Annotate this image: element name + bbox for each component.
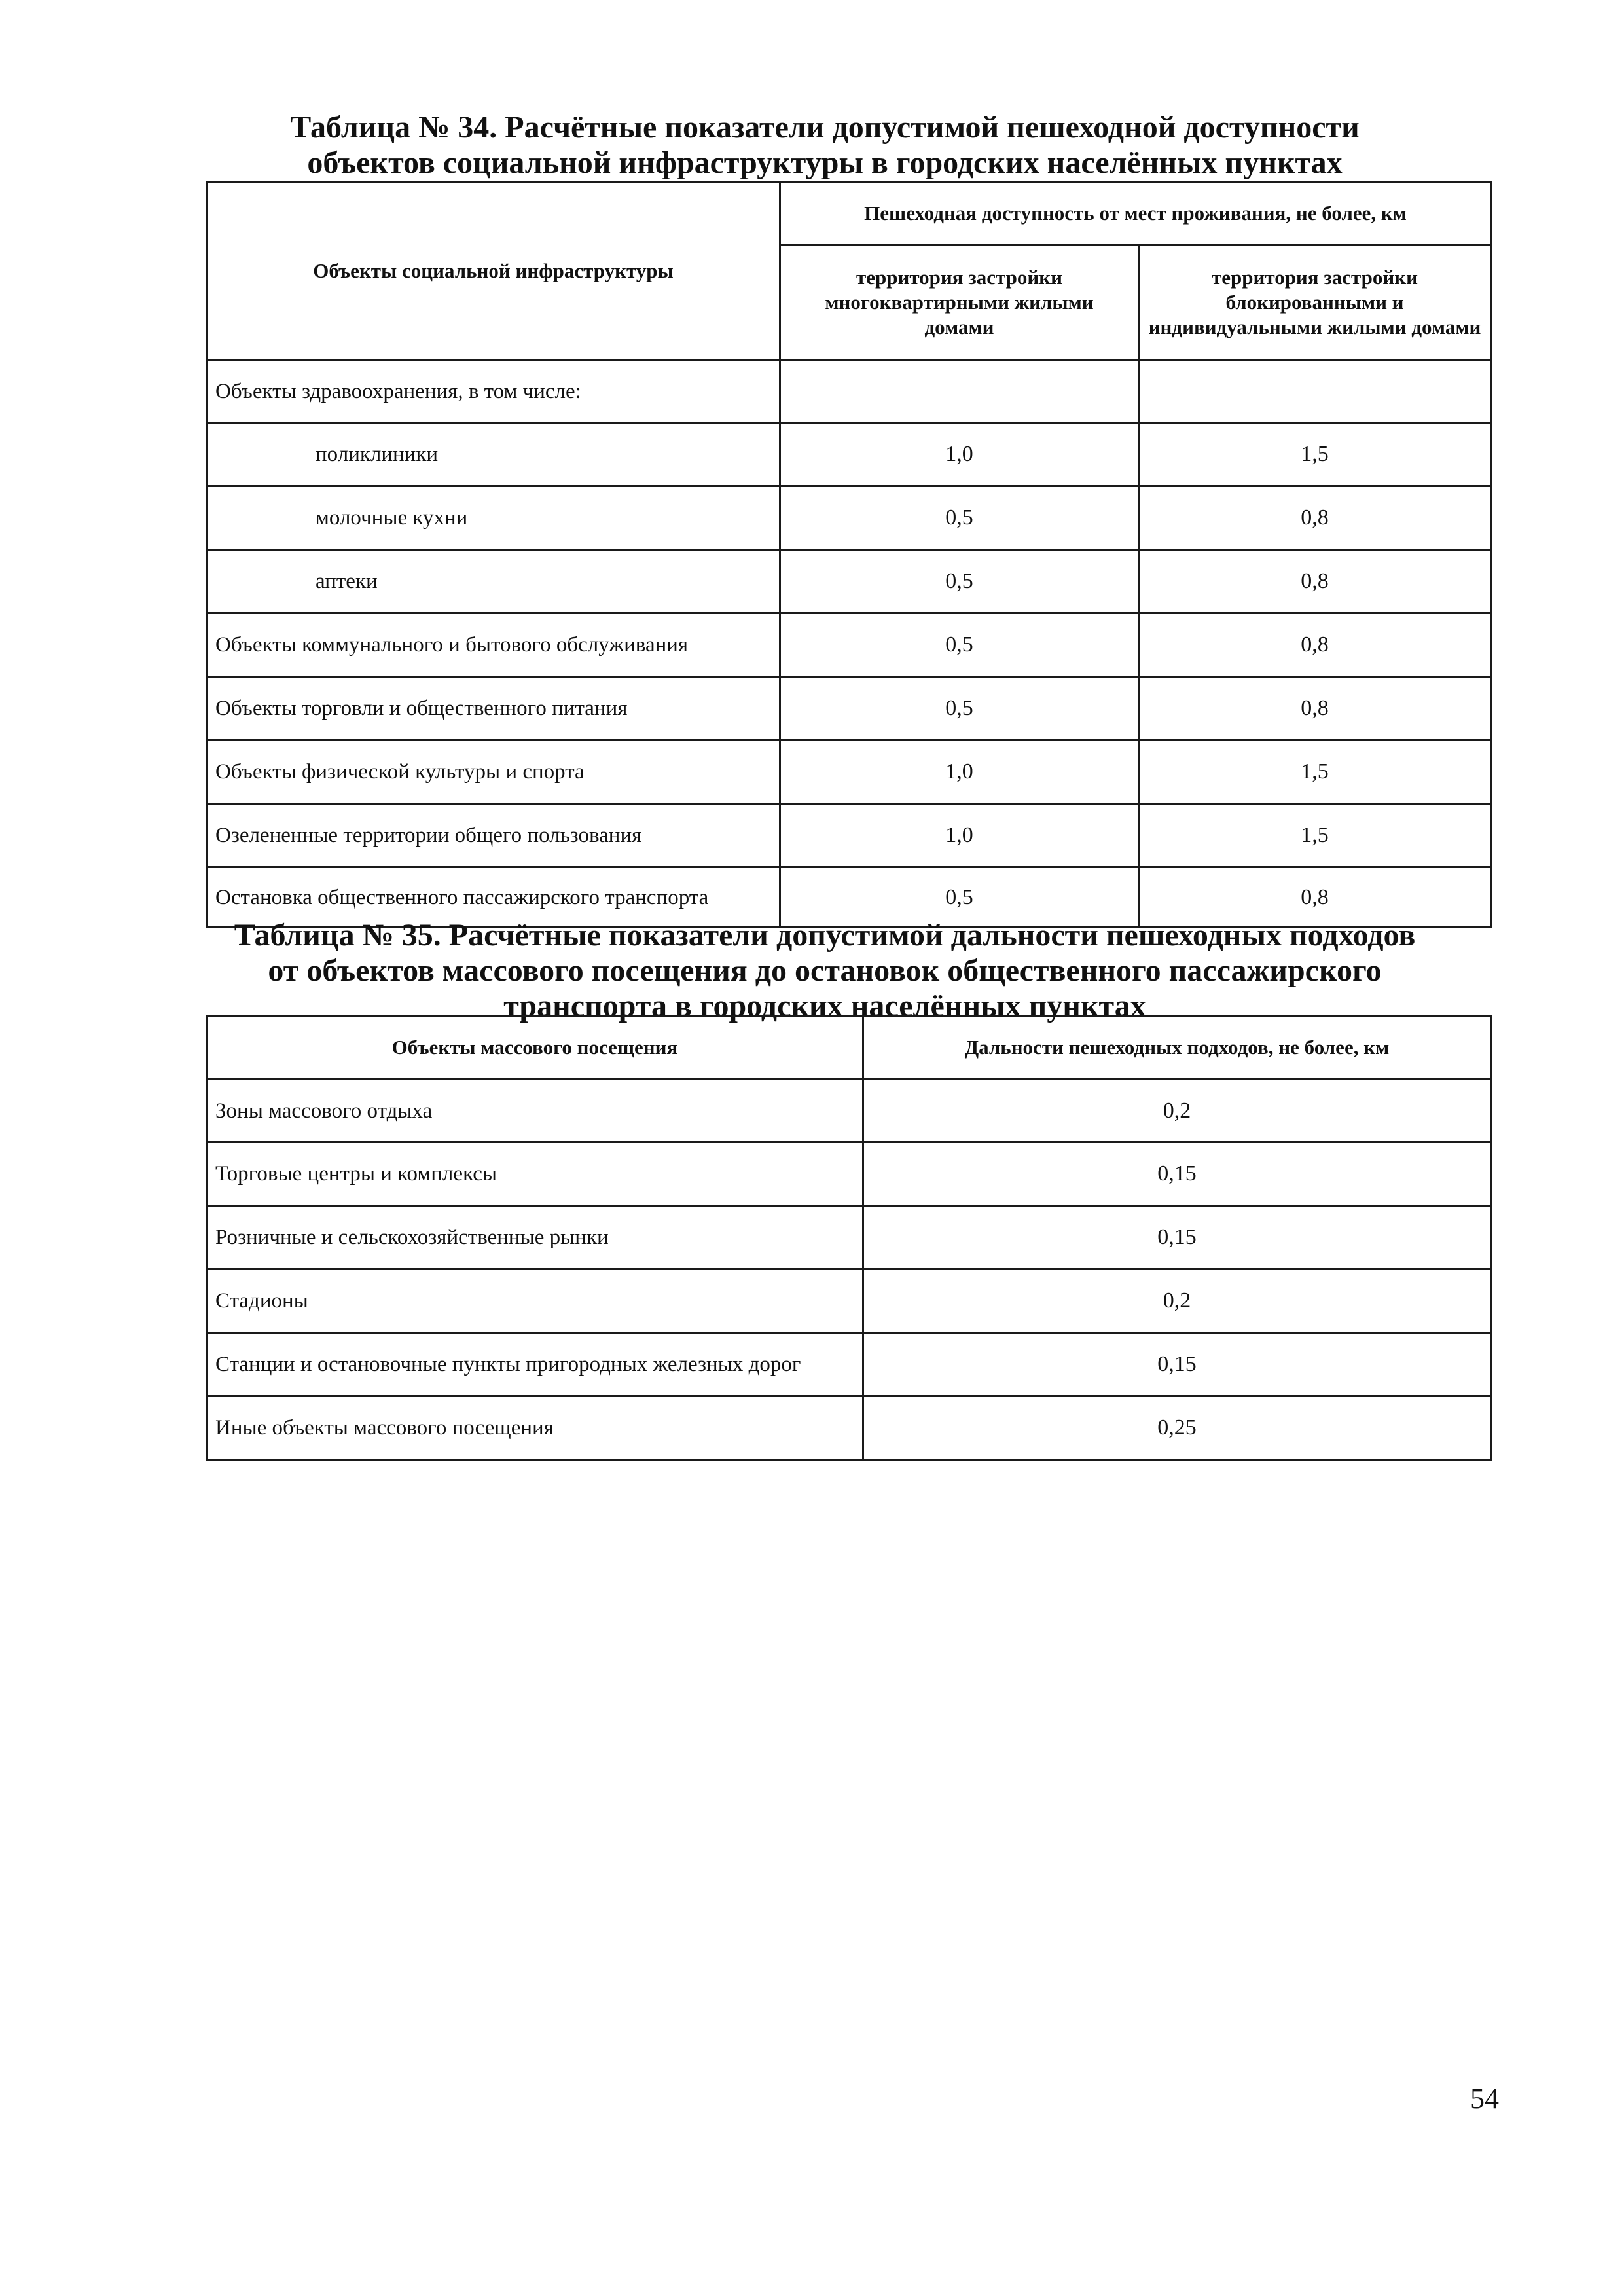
table34-subheader-multi: территория застройки многоквартирными жилыми домами	[780, 245, 1139, 360]
row-name: Торговые центры и комплексы	[207, 1142, 863, 1206]
row-value: 0,15	[863, 1206, 1491, 1269]
row-value-individual: 1,5	[1139, 740, 1491, 804]
table35-title-line2: от объектов массового посещения до остановок общественного пассажирского	[268, 953, 1382, 988]
row-value-individual: 0,8	[1139, 550, 1491, 613]
row-name: Станции и остановочные пункты пригородных железных дорог	[207, 1333, 863, 1396]
row-name: Остановка общественного пассажирского транспорта	[207, 867, 780, 928]
row-value-individual: 1,5	[1139, 804, 1491, 867]
table-row	[207, 486, 1491, 550]
table34-title-line2: объектов социальной инфраструктуры в городских населённых пунктах	[307, 145, 1343, 180]
table-row	[207, 1269, 1491, 1333]
row-value-multi: 1,0	[780, 423, 1139, 486]
row-name: Иные объекты массового посещения	[207, 1396, 863, 1460]
row-value: 0,2	[863, 1269, 1491, 1333]
row-value: 0,25	[863, 1396, 1491, 1460]
table35	[206, 1015, 1492, 1461]
table35-title-line3: транспорта в городских населённых пунктах	[503, 989, 1146, 1023]
row-value-individual: 0,8	[1139, 613, 1491, 677]
table35-title	[196, 918, 1453, 1024]
table-row	[207, 1142, 1491, 1206]
table-row	[207, 1333, 1491, 1396]
row-name: Розничные и сельскохозяйственные рынки	[207, 1206, 863, 1269]
row-value-multi: 0,5	[780, 867, 1139, 928]
row-value-multi: 0,5	[780, 550, 1139, 613]
table34-header-objects: Объекты социальной инфраструктуры	[207, 182, 780, 360]
row-name: Озелененные территории общего пользования	[207, 804, 780, 867]
table-row	[207, 677, 1491, 740]
row-value-multi: 1,0	[780, 740, 1139, 804]
row-name: Стадионы	[207, 1269, 863, 1333]
table-row	[207, 423, 1491, 486]
table34	[206, 181, 1492, 928]
row-name: Объекты физической культуры и спорта	[207, 740, 780, 804]
table-row	[207, 613, 1491, 677]
table-row	[207, 1080, 1491, 1142]
table34-subheader-individual: территория застройки блокированными и индивидуальными жилыми домами	[1139, 245, 1491, 360]
page-number: 54	[1470, 2083, 1499, 2115]
row-name: Объекты здравоохранения, в том числе:	[207, 360, 780, 423]
row-name: поликлиники	[207, 423, 780, 486]
row-value-individual	[1139, 360, 1491, 423]
row-value: 0,15	[863, 1333, 1491, 1396]
row-value: 0,15	[863, 1142, 1491, 1206]
table34-header-group: Пешеходная доступность от мест проживания, не более, км	[780, 182, 1491, 245]
table34-header-row	[207, 182, 1491, 245]
row-name: молочные кухни	[207, 486, 780, 550]
table35-header-distance: Дальности пешеходных подходов, не более, км	[863, 1016, 1491, 1080]
row-value: 0,2	[863, 1080, 1491, 1142]
table35-title-line1: Таблица № 35. Расчётные показатели допустимой дальности пешеходных подходов	[234, 918, 1416, 953]
row-value-individual: 0,8	[1139, 677, 1491, 740]
table-row	[207, 740, 1491, 804]
table34-title-line1: Таблица № 34. Расчётные показатели допустимой пешеходной доступности	[290, 110, 1360, 145]
table-row	[207, 804, 1491, 867]
row-value-individual: 0,8	[1139, 486, 1491, 550]
row-value-multi: 0,5	[780, 677, 1139, 740]
table-row	[207, 360, 1491, 423]
table34-title	[196, 110, 1453, 181]
table35-header-row	[207, 1016, 1491, 1080]
table-row	[207, 1396, 1491, 1460]
row-name: Зоны массового отдыха	[207, 1080, 863, 1142]
row-value-individual: 1,5	[1139, 423, 1491, 486]
table-row	[207, 1206, 1491, 1269]
row-name: аптеки	[207, 550, 780, 613]
row-name: Объекты коммунального и бытового обслуживания	[207, 613, 780, 677]
row-value-multi: 0,5	[780, 613, 1139, 677]
row-value-multi: 0,5	[780, 486, 1139, 550]
row-value-multi: 1,0	[780, 804, 1139, 867]
row-name: Объекты торговли и общественного питания	[207, 677, 780, 740]
row-value-individual: 0,8	[1139, 867, 1491, 928]
table35-header-objects: Объекты массового посещения	[207, 1016, 863, 1080]
row-value-multi	[780, 360, 1139, 423]
table-row	[207, 550, 1491, 613]
